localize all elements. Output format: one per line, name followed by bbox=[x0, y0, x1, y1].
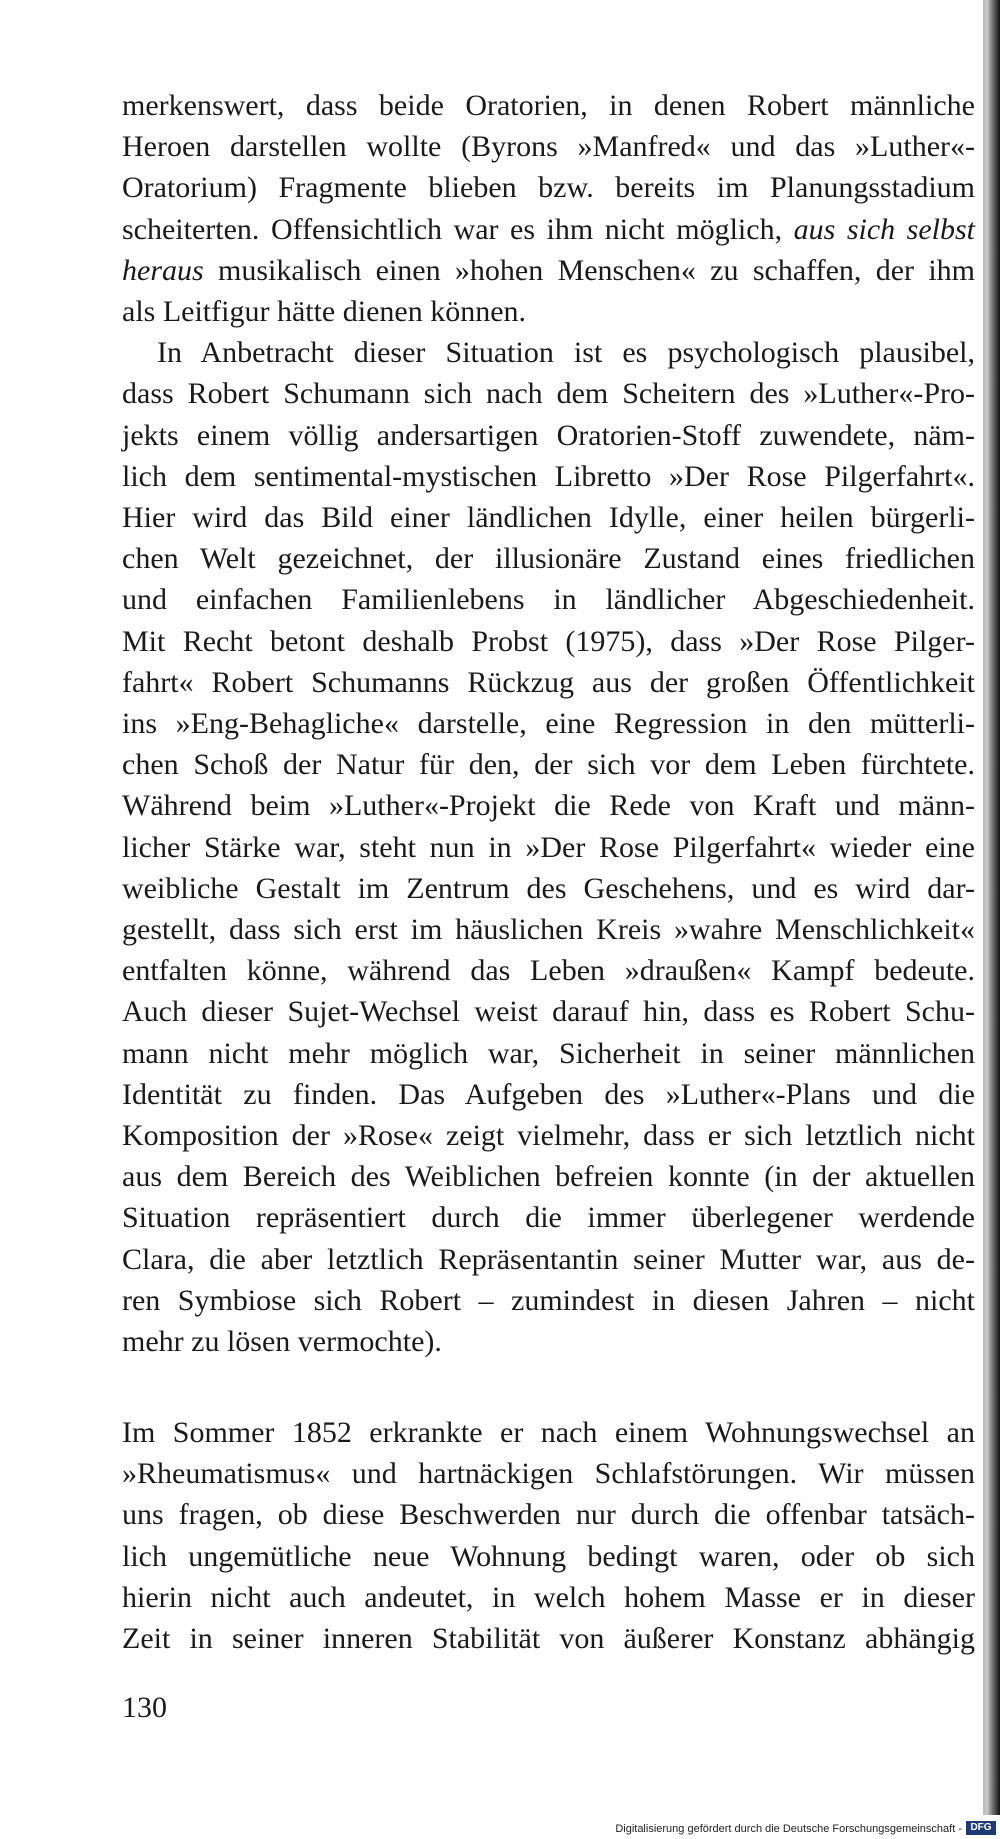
text-line: mehr zu lösen vermochte). bbox=[122, 1325, 442, 1359]
text-line: als Leitfigur hätte dienen können. bbox=[122, 295, 527, 329]
text-line: chen Schoß der Natur für den, der sich vor dem Leben fürchtete. bbox=[122, 748, 975, 782]
text-line: Zeit in seiner inneren Stabilität von äußerer Konstanz abhängig bbox=[122, 1622, 975, 1656]
text-line: In Anbetracht dieser Situation ist es psychologisch plausibel, bbox=[157, 336, 975, 370]
text-line: lich dem sentimental-mystischen Libretto »Der Rose Pilgerfahrt«. bbox=[122, 459, 975, 493]
paragraph-3 bbox=[122, 1412, 975, 1659]
section-text bbox=[122, 1412, 975, 1659]
text-line: Komposition der »Rose« zeigt vielmehr, dass er sich letztlich nicht bbox=[122, 1119, 975, 1153]
paragraph-1 bbox=[122, 85, 975, 332]
page-edge-shadow bbox=[986, 0, 1000, 1815]
text-line: hierin nicht auch andeutet, in welch hohem Masse er in dieser bbox=[122, 1580, 975, 1614]
text-line: und einfachen Familienlebens in ländlicher Abgeschiedenheit. bbox=[122, 583, 975, 617]
text-line: dass Robert Schumann sich nach dem Scheitern des »Luther«-Pro- bbox=[122, 377, 975, 411]
text-line: uns fragen, ob diese Beschwerden nur durch die offenbar tatsäch- bbox=[122, 1498, 975, 1532]
text-line: mann nicht mehr möglich war, Sicherheit in seiner männlichen bbox=[122, 1036, 975, 1070]
digitization-footer bbox=[0, 1815, 1000, 1839]
main-text bbox=[122, 85, 975, 1362]
text-line: Clara, die aber letztlich Repräsentantin seiner Mutter war, aus de- bbox=[122, 1242, 975, 1276]
paragraph-2 bbox=[122, 332, 975, 1362]
text-line: ins »Eng-Behagliche« darstelle, eine Regression in den mütterli- bbox=[122, 707, 975, 741]
footer-credit: Digitalisierung gefördert durch die Deutsche Forschungsgemeinschaft - bbox=[615, 1823, 962, 1835]
text-line: aus dem Bereich des Weiblichen befreien konnte (in der aktuellen bbox=[122, 1160, 975, 1194]
text-line: chen Welt gezeichnet, der illusionäre Zustand eines friedlichen bbox=[122, 542, 975, 576]
text-line: Identität zu finden. Das Aufgeben des »Luther«-Plans und die bbox=[122, 1077, 975, 1111]
text-line: entfalten könne, während das Leben »draußen« Kampf bedeute. bbox=[122, 954, 975, 988]
italic-phrase: heraus bbox=[122, 253, 204, 287]
dfg-logo: DFG bbox=[966, 1821, 996, 1835]
text-line: »Rheumatismus« und hartnäckigen Schlafstörungen. Wir müssen bbox=[122, 1457, 975, 1491]
text-line: Im Sommer 1852 erkrankte er nach einem Wohnungswechsel an bbox=[122, 1416, 975, 1449]
text-line: weibliche Gestalt im Zentrum des Geschehens, und es wird dar- bbox=[122, 871, 975, 905]
page-number: 130 bbox=[122, 1691, 167, 1724]
text-line: merkenswert, dass beide Oratorien, in denen Robert männliche bbox=[122, 89, 975, 122]
text-line-with-italic bbox=[122, 250, 975, 291]
text-line: Auch dieser Sujet-Wechsel weist darauf hin, dass es Robert Schu- bbox=[122, 995, 975, 1029]
text-line: Mit Recht betont deshalb Probst (1975), dass »Der Rose Pilger- bbox=[122, 624, 975, 658]
text-segment: scheiterten. Offensichtlich war es ihm nicht möglich, bbox=[122, 212, 783, 246]
text-line: gestellt, dass sich erst im häuslichen Kreis »wahre Menschlichkeit« bbox=[122, 913, 975, 947]
text-segment: musikalisch einen »hohen Menschen« zu schaffen, der ihm bbox=[218, 253, 976, 287]
text-line: Situation repräsentiert durch die immer überlegener werdende bbox=[122, 1201, 975, 1235]
text-line: Oratorium) Fragmente blieben bzw. bereits im Planungsstadium bbox=[122, 171, 975, 205]
text-line: licher Stärke war, steht nun in »Der Rose Pilgerfahrt« wieder eine bbox=[122, 830, 975, 864]
text-line: Hier wird das Bild einer ländlichen Idylle, einer heilen bürgerli- bbox=[122, 501, 975, 535]
text-line: fahrt« Robert Schumanns Rückzug aus der großen Öffentlichkeit bbox=[122, 665, 975, 699]
text-line: Während beim »Luther«-Projekt die Rede von Kraft und männ- bbox=[122, 789, 975, 823]
text-line: ren Symbiose sich Robert – zumindest in diesen Jahren – nicht bbox=[122, 1283, 975, 1317]
italic-phrase: aus sich selbst bbox=[793, 212, 976, 246]
text-line-with-italic bbox=[122, 209, 975, 250]
text-line: lich ungemütliche neue Wohnung bedingt waren, oder ob sich bbox=[122, 1539, 975, 1573]
text-line: jekts einem völlig andersartigen Oratorien-Stoff zuwendete, näm- bbox=[122, 418, 975, 452]
text-line: Heroen darstellen wollte (Byrons »Manfred« und das »Luther«- bbox=[122, 130, 975, 164]
